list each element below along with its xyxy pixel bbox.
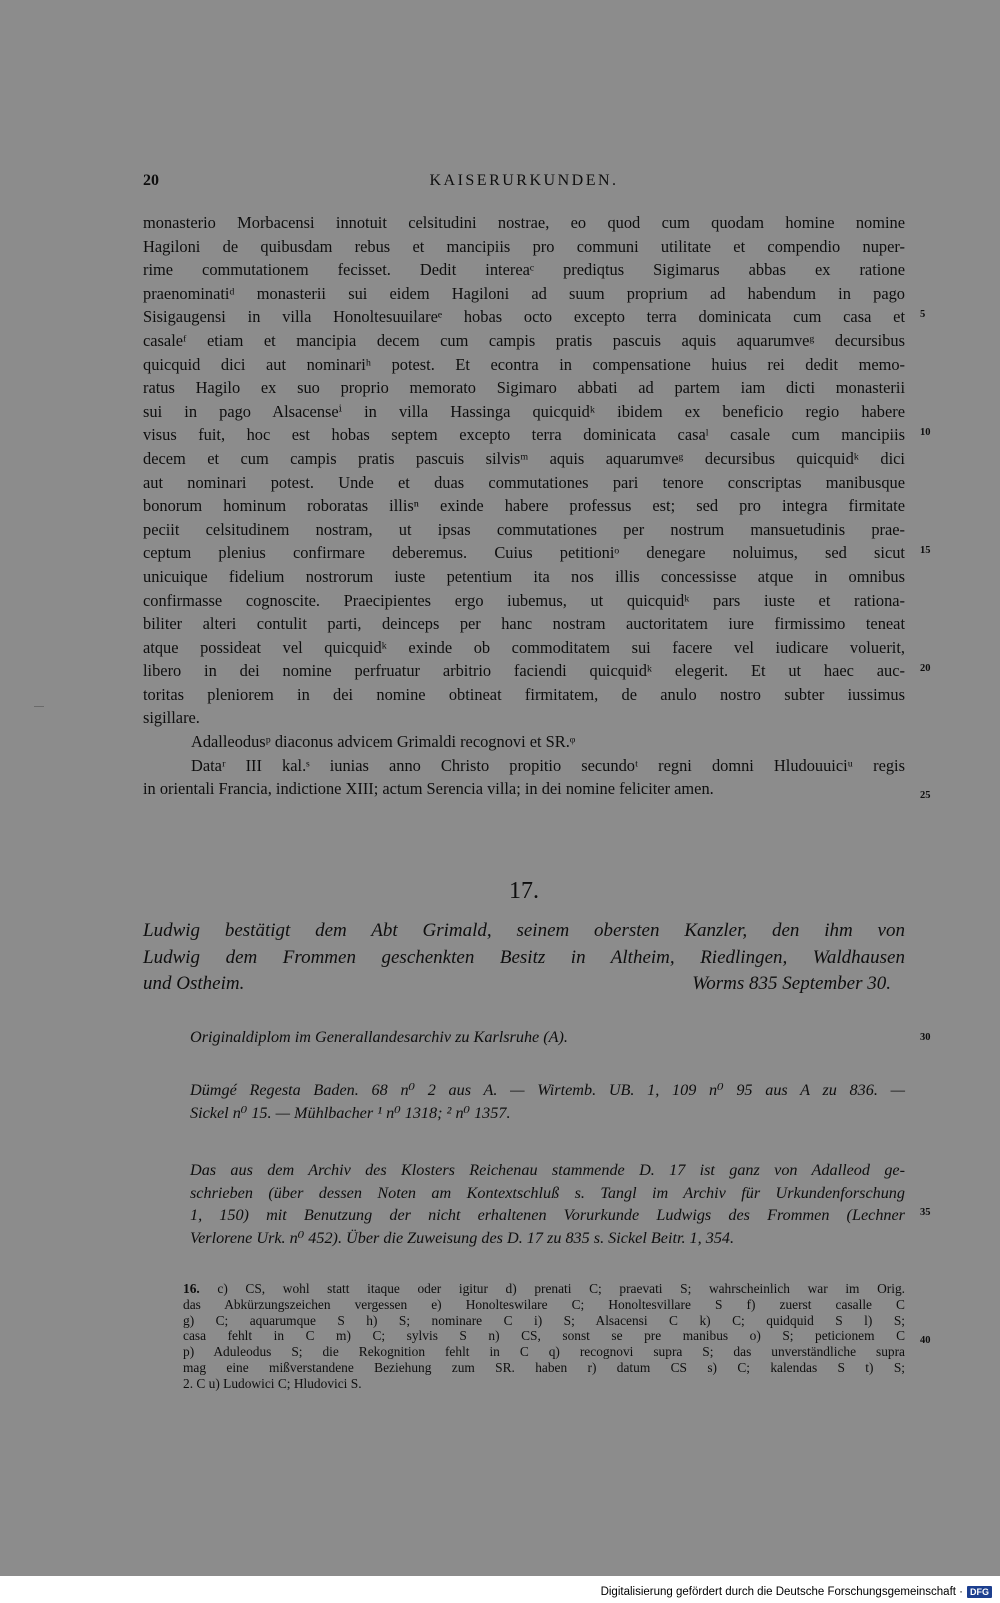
regest-line: Ludwig dem Frommen geschenkten Besitz in Altheim, Riedlingen, Waldhausen: [143, 946, 905, 968]
date-place: Worms 835 September 30.: [692, 973, 891, 994]
footnote-line: [183, 1281, 905, 1297]
note-line: Dümgé Regesta Baden. 68 n⁰ 2 aus A. — Wirtemb. UB. 1, 109 n⁰ 95 aus A zu 836. —: [190, 1081, 905, 1099]
credit-text: Digitalisierung gefördert durch die Deutsche Forschungsgemeinschaft ·: [600, 1586, 963, 1598]
text-line: decem et cum campis pratis pascuis silvisᵐ aquis aquarumveᵍ decursibus quicquidᵏ dici: [143, 448, 905, 468]
dating-line: in orientali Francia, indictione XIII; actum Serencia villa; in dei nomine feliciter amen.: [143, 779, 714, 799]
line-number: 5: [920, 309, 926, 320]
regest-line: Ludwig bestätigt dem Abt Grimald, seinem obersten Kanzler, den ihm von: [143, 920, 905, 941]
footnote-line: das Abkürzungszeichen vergessen e) Honolteswilare C; Honoltesvillare S f) zuerst casalle C: [183, 1296, 905, 1312]
note-line: Sickel n⁰ 15. — Mühlbacher ¹ n⁰ 1318; ² n⁰ 1357.: [190, 1103, 511, 1122]
text-line: casaleᶠ etiam et mancipia decem cum campis pratis pascuis aquis aquarumveᵍ decursibus: [143, 330, 905, 350]
line-number: 20: [920, 663, 931, 674]
editions-note: [190, 1079, 905, 1124]
text-line: sui in pago Alsacenseⁱ in villa Hassinga quicquidᵏ ibidem ex beneficio regio habere: [143, 401, 905, 421]
footnote-line: mag eine mißverstandene Beziehung zum SR. haben r) datum CS s) C; kalendas S t) S;: [183, 1359, 905, 1375]
charter-text: [143, 211, 905, 801]
text-line: libero in dei nomine perfruatur arbitrio faciendi quicquidᵏ elegerit. Et ut haec auc-: [143, 661, 905, 681]
line-number: 25: [920, 790, 931, 801]
line-number: 40: [920, 1335, 931, 1346]
text-line: bonorum hominum roboratas illisⁿ exinde habere professus est; sed pro integra firmitate: [143, 496, 905, 516]
text-line: Hagiloni de quibusdam rebus et mancipiis pro communi utilitate et compendio nuper-: [143, 236, 905, 256]
line-number: 35: [920, 1207, 931, 1218]
original-note: [190, 1026, 905, 1049]
text-line: peciit celsitudinem nostram, ut ipsas commutationes per nostrum mansuetudinis prae-: [143, 519, 905, 539]
text-line: sigillare.: [143, 708, 200, 728]
text-line: biliter alteri contulit parti, deinceps per hanc nostram auctoritatem iure firmissimo teneat: [143, 614, 905, 634]
running-head: KAISERURKUNDEN.: [429, 172, 619, 189]
text-line: confirmasse cognoscite. Praecipientes ergo iubemus, ut quicquidᵏ pars iuste et rationa-: [143, 590, 905, 610]
recognition-line: Adalleodusᵖ diaconus advicem Grimaldi recognovi et SR.ᵠ: [191, 732, 576, 752]
footnote-number: 16.: [183, 1281, 200, 1296]
commentary-note: [190, 1159, 905, 1249]
note-line: 1, 150) mit Benutzung der nicht erhaltenen Vorurkunde Ludwigs des Frommen (Lechner: [190, 1206, 905, 1224]
line-number: 15: [920, 545, 931, 556]
document-number: 17.: [509, 878, 539, 904]
funding-credit: [601, 1586, 992, 1598]
text-line: ratus Hagilo ex suo proprio memorato Sigimaro abbati ad partem iam dicti monasterii: [143, 378, 905, 398]
regest-line: und Ostheim.: [143, 973, 245, 994]
note-line: schrieben (über dessen Noten am Kontextschluß s. Tangl im Archiv für Urkundenforschung: [190, 1183, 905, 1202]
text-line: visus fuit, hoc est hobas septem excepto terra dominicata casaˡ casale cum mancipiis: [143, 425, 905, 445]
line-number: 30: [920, 1032, 931, 1043]
note-line: Verlorene Urk. n⁰ 452). Über die Zuweisung des D. 17 zu 835 s. Sickel Beitr. 1, 354.: [190, 1228, 735, 1247]
critical-apparatus: [183, 1281, 905, 1392]
footnote-line: p) Aduleodus S; die Rekognition fehlt in C q) recognovi supra S; das unverständliche supra: [183, 1344, 905, 1360]
regest: [143, 918, 905, 998]
text-line: toritas pleniorem in dei nomine obtineat firmitatem, de anulo nostro subter iussimus: [143, 684, 905, 704]
line-number: 10: [920, 427, 931, 438]
page-number: 20: [143, 172, 159, 189]
dfg-logo: DFG: [967, 1586, 992, 1598]
text-line: unicuique fidelium nostrorum iuste petentium ita nos illis concessisse atque in omnibus: [143, 566, 905, 586]
text-line: ceptum plenius confirmare deberemus. Cuius petitioniᵒ denegare noluimus, sed sicut: [143, 543, 905, 563]
note-line: Das aus dem Archiv des Klosters Reichenau stammende D. 17 ist ganz von Adalleod ge-: [190, 1161, 905, 1179]
scan-edge-mark: [34, 706, 44, 707]
text-line: praenominatiᵈ monasterii sui eidem Hagiloni ad suum proprium ad habendum in pago: [143, 283, 905, 303]
footnote-line: 2. C u) Ludowici C; Hludovici S.: [183, 1375, 362, 1391]
text-line: rime commutationem fecisset. Dedit intereaᶜ prediqtus Sigimarus abbas ex ratione: [143, 260, 905, 280]
text-line: atque possideat vel quicquidᵏ exinde ob commoditatem sui facere vel iudicare voluerit,: [143, 637, 905, 657]
footnote-line: casa fehlt in C m) C; sylvis S n) CS, sonst se pre manibus o) S; peticionem C: [183, 1328, 905, 1344]
text-line: Sisigaugensi in villa Honoltesuuilareᵉ hobas octo excepto terra dominicata cum casa et: [143, 307, 905, 327]
note-line: Originaldiplom im Generallandesarchiv zu Karlsruhe (A).: [190, 1028, 568, 1046]
text-line: quicquid dici aut nominariʰ potest. Et econtra in compensatione huius rei dedit memo-: [143, 354, 905, 374]
footnote-text: c) CS, wohl statt itaque oder igitur d) prenati C; praevati S; wahrscheinlich war im Orig.: [217, 1281, 905, 1296]
text-line: monasterio Morbacensi innotuit celsitudini nostrae, eo quod cum quodam homine nomine: [143, 213, 905, 232]
text-line: aut nominari potest. Unde et duas commutationes pari tenore conscriptas manibusque: [143, 472, 905, 492]
dating-line: Dataʳ III kal.ˢ iunias anno Christo propitio secundoᵗ regni domni Hludouuiciᵘ regis: [191, 755, 905, 775]
regest-date-line: [143, 971, 905, 998]
footnote-line: g) C; aquarumque S h) S; nominare C i) S; Alsacensi C k) C; quidquid S l) S;: [183, 1312, 905, 1328]
page-header: [143, 172, 905, 196]
